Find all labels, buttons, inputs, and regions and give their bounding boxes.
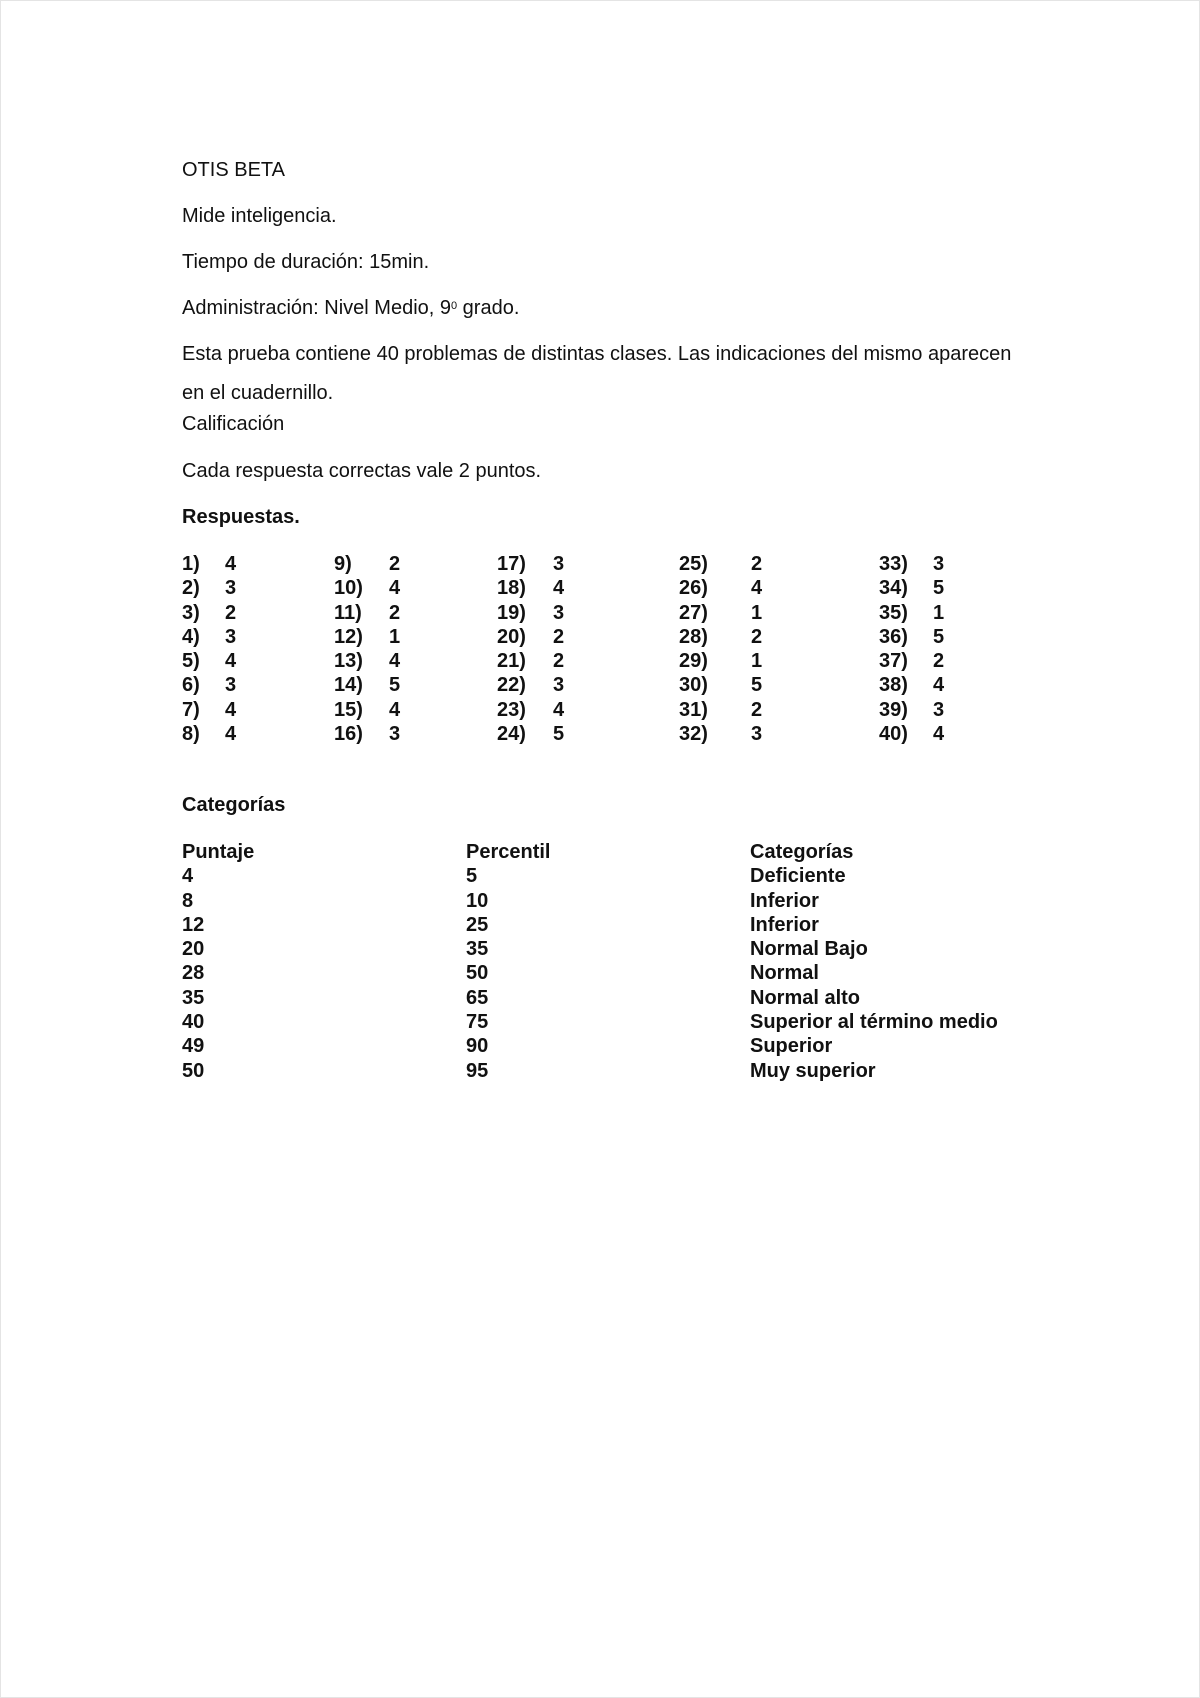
answer-number: 9) [334, 553, 352, 575]
answer-row [497, 552, 577, 576]
score-cell: 20 [182, 938, 205, 961]
score-cell: 40 [182, 1011, 205, 1034]
answer-row [182, 576, 242, 600]
answer-value: 2 [389, 601, 401, 624]
answer-value: 5 [933, 625, 945, 648]
category-column [750, 840, 1070, 1083]
answer-row [879, 649, 959, 673]
category-cell: Normal Bajo [750, 938, 868, 961]
answer-value: 2 [553, 650, 565, 673]
answers-column-3 [497, 552, 577, 746]
answer-row [334, 673, 414, 697]
answer-row [334, 625, 414, 649]
answer-row [497, 625, 577, 649]
percentile-cell: 50 [466, 962, 489, 985]
answer-row [182, 625, 242, 649]
percentile-cell: 90 [466, 1035, 489, 1058]
answer-row [679, 601, 779, 625]
score-cell: 49 [182, 1035, 205, 1058]
answer-value: 4 [389, 650, 401, 673]
answer-number: 15) [334, 698, 363, 721]
answer-number: 4) [182, 625, 200, 648]
answer-value: 5 [933, 577, 945, 600]
answer-row [679, 649, 779, 673]
answer-number: 33) [879, 553, 908, 575]
answer-row [334, 601, 414, 625]
answer-value: 2 [751, 625, 763, 648]
score-header: Puntaje [182, 841, 255, 863]
answer-number: 27) [679, 601, 708, 624]
answer-value: 4 [933, 674, 945, 697]
answer-number: 3) [182, 601, 200, 624]
score-cell: 28 [182, 962, 205, 985]
answer-number: 31) [679, 698, 708, 721]
category-cell: Superior [750, 1035, 833, 1058]
answers-column-1 [182, 552, 242, 746]
answer-value: 4 [225, 553, 237, 575]
answer-row [334, 722, 414, 746]
answer-number: 8) [182, 723, 200, 746]
answer-value: 2 [553, 625, 565, 648]
answers-column-2 [334, 552, 414, 746]
answer-number: 16) [334, 723, 363, 746]
answer-value: 3 [225, 674, 237, 697]
answer-number: 25) [679, 553, 708, 575]
answer-number: 37) [879, 650, 908, 673]
administration-superscript: 0 [451, 300, 458, 312]
percentile-cell: 5 [466, 865, 478, 888]
percentile-cell: 35 [466, 938, 489, 961]
answer-number: 6) [182, 674, 200, 697]
administration-line [182, 296, 519, 320]
answer-row [679, 552, 779, 576]
answer-number: 40) [879, 723, 908, 746]
category-cell: Normal [750, 962, 819, 985]
answer-row [679, 576, 779, 600]
answer-value: 3 [553, 601, 565, 624]
answer-value: 1 [751, 650, 763, 673]
answer-row [497, 601, 577, 625]
document-title: OTIS BETA [182, 159, 285, 181]
answer-row [334, 649, 414, 673]
answer-row [879, 673, 959, 697]
category-cell: Muy superior [750, 1059, 876, 1082]
score-cell: 8 [182, 889, 194, 912]
answer-value: 1 [389, 625, 401, 648]
answer-number: 12) [334, 625, 363, 648]
answer-number: 24) [497, 723, 526, 746]
answer-row [182, 649, 242, 673]
answer-number: 10) [334, 577, 363, 600]
score-cell: 4 [182, 865, 194, 888]
answer-number: 11) [334, 601, 362, 624]
answer-row [182, 722, 242, 746]
answer-value: 1 [751, 601, 763, 624]
category-cell: Inferior [750, 913, 819, 936]
answer-number: 36) [879, 625, 908, 648]
answer-value: 4 [225, 650, 237, 673]
answer-number: 23) [497, 698, 526, 721]
categories-heading: Categorías [182, 794, 286, 816]
category-cell: Inferior [750, 889, 819, 912]
answer-row [497, 576, 577, 600]
answers-heading: Respuestas. [182, 506, 300, 528]
answer-value: 2 [933, 650, 945, 673]
intro-line-purpose: Mide inteligencia. [182, 205, 337, 227]
answer-value: 4 [751, 577, 763, 600]
answer-row [182, 673, 242, 697]
answer-row [334, 552, 414, 576]
score-cell: 50 [182, 1059, 205, 1082]
answer-row [497, 722, 577, 746]
score-cell: 12 [182, 913, 205, 936]
answer-value: 4 [225, 723, 237, 746]
answer-row [679, 722, 779, 746]
answer-value: 5 [553, 723, 565, 746]
answer-row [497, 698, 577, 722]
score-cell: 35 [182, 986, 205, 1009]
category-cell: Normal alto [750, 986, 861, 1009]
answer-value: 3 [553, 553, 565, 575]
answer-number: 18) [497, 577, 526, 600]
percentile-column [466, 840, 716, 1083]
answer-value: 4 [225, 698, 237, 721]
answer-number: 20) [497, 625, 526, 648]
percentile-cell: 25 [466, 913, 489, 936]
answer-value: 3 [933, 553, 945, 575]
answer-number: 34) [879, 577, 908, 600]
answer-number: 26) [679, 577, 708, 600]
answer-number: 29) [679, 650, 708, 673]
answer-number: 14) [334, 674, 363, 697]
category-cell: Deficiente [750, 865, 846, 888]
answer-value: 2 [389, 553, 401, 575]
answer-row [182, 698, 242, 722]
answer-row [879, 576, 959, 600]
percentile-header: Percentil [466, 841, 551, 863]
answer-value: 2 [751, 698, 763, 721]
answer-row [879, 722, 959, 746]
category-cell: Superior al término medio [750, 1011, 998, 1034]
answer-row [679, 698, 779, 722]
answer-number: 17) [497, 553, 526, 575]
answer-row [879, 625, 959, 649]
answer-value: 3 [751, 723, 763, 746]
answer-number: 19) [497, 601, 526, 624]
answer-row [182, 552, 242, 576]
answer-number: 28) [679, 625, 708, 648]
answer-number: 13) [334, 650, 363, 673]
answer-value: 4 [933, 723, 945, 746]
percentile-cell: 75 [466, 1011, 489, 1034]
percentile-cell: 65 [466, 986, 489, 1009]
answer-number: 21) [497, 650, 526, 673]
answer-value: 3 [225, 577, 237, 600]
answer-row [334, 576, 414, 600]
answer-value: 2 [751, 553, 763, 575]
description-line-1: Esta prueba contiene 40 problemas de distintas clases. Las indicaciones del mismo aparecen [182, 343, 1012, 365]
answer-number: 35) [879, 601, 908, 624]
answer-value: 4 [553, 698, 565, 721]
answer-row [679, 673, 779, 697]
answer-number: 7) [182, 698, 200, 721]
score-column [182, 840, 432, 1083]
percentile-cell: 95 [466, 1059, 489, 1082]
answer-number: 30) [679, 674, 708, 697]
grading-text: Cada respuesta correctas vale 2 puntos. [182, 460, 542, 482]
answer-value: 4 [553, 577, 565, 600]
answer-number: 1) [182, 553, 200, 575]
category-header: Categorías [750, 841, 854, 863]
administration-prefix: Administración: Nivel Medio, 9 [182, 297, 451, 319]
percentile-cell: 10 [466, 889, 489, 912]
answer-value: 4 [389, 698, 401, 721]
intro-line-duration: Tiempo de duración: 15min. [182, 251, 430, 273]
answer-row [334, 698, 414, 722]
answer-number: 22) [497, 674, 526, 697]
answers-column-5 [879, 552, 959, 746]
answer-row [879, 552, 959, 576]
answer-number: 2) [182, 577, 200, 600]
answer-value: 4 [389, 577, 401, 600]
answer-row [182, 601, 242, 625]
answer-value: 2 [225, 601, 237, 624]
answer-row [497, 649, 577, 673]
answer-value: 5 [751, 674, 763, 697]
grading-heading: Calificación [182, 413, 285, 435]
answer-number: 5) [182, 650, 200, 673]
answer-number: 32) [679, 723, 708, 746]
answer-value: 3 [553, 674, 565, 697]
answer-value: 5 [389, 674, 401, 697]
answer-row [497, 673, 577, 697]
answer-number: 38) [879, 674, 908, 697]
answer-number: 39) [879, 698, 908, 721]
answer-value: 3 [933, 698, 945, 721]
answer-value: 1 [933, 601, 945, 624]
answer-value: 3 [225, 625, 237, 648]
answers-column-4 [679, 552, 779, 746]
answer-row [679, 625, 779, 649]
description-line-2: en el cuadernillo. [182, 382, 334, 404]
answer-value: 3 [389, 723, 401, 746]
answer-row [879, 698, 959, 722]
administration-suffix: grado. [457, 297, 520, 319]
answer-row [879, 601, 959, 625]
